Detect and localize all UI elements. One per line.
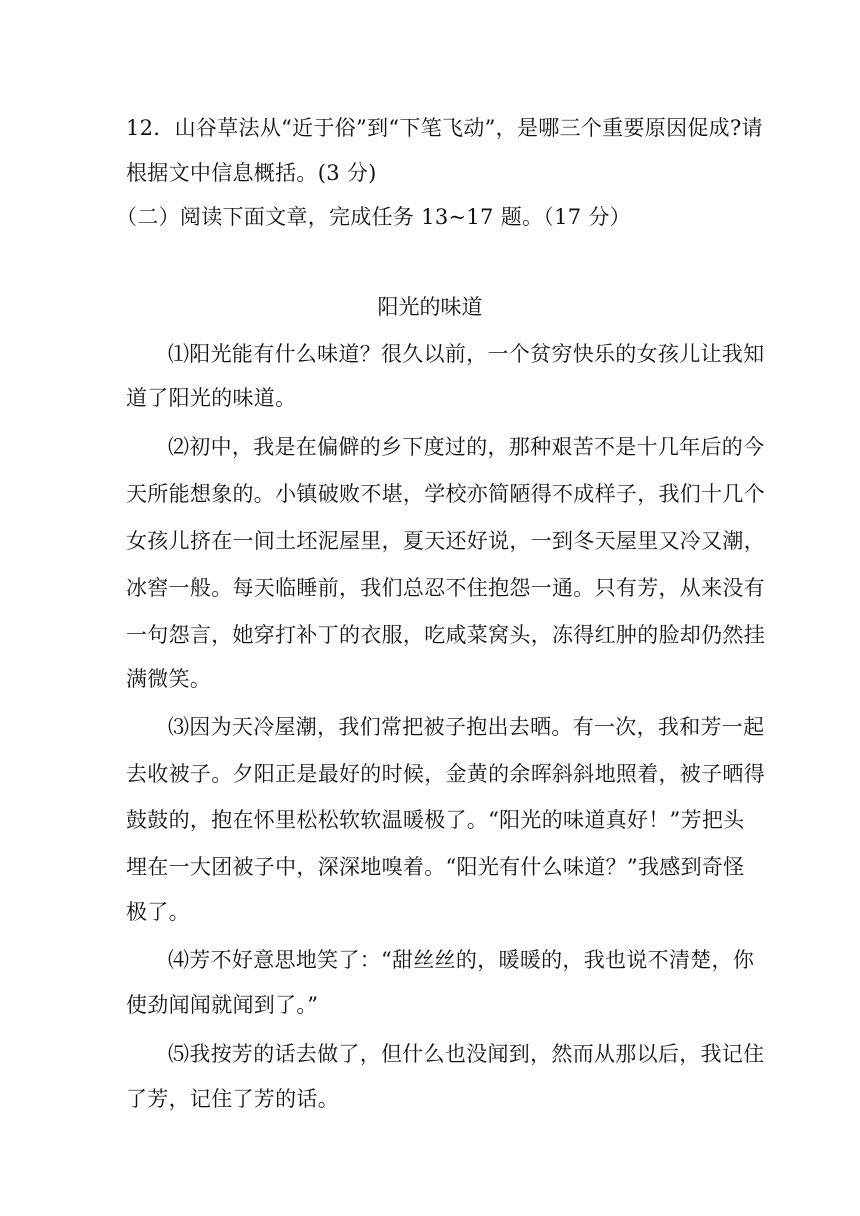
paragraph-3-line-1: ⑶因为天冷屋潮，我们常把被子抱出去晒。有一次，我和芳一起 (168, 715, 765, 739)
article-title: 阳光的味道 (377, 295, 483, 319)
paragraph-2-line-3: 女孩儿挤在一间土坯泥屋里，夏天还好说，一到冬天屋里又冷又潮， (126, 529, 765, 553)
question-12-line-2: 根据文中信息概括。(3 分) (126, 161, 377, 185)
paragraph-2-line-6: 满微笑。 (126, 667, 212, 691)
paragraph-4-line-2: 使劲闻闻就闻到了。” (126, 993, 319, 1017)
paragraph-3-line-3: 鼓鼓的，抱在怀里松松软软温暖极了。“阳光的味道真好！”芳把头 (126, 808, 745, 832)
paragraph-3-line-5: 极了。 (126, 900, 190, 924)
paragraph-3-line-4: 埋在一大团被子中，深深地嗅着。“阳光有什么味道？”我感到奇怪 (126, 855, 745, 879)
paragraph-4-line-1: ⑷芳不好意思地笑了：“甜丝丝的，暖暖的，我也说不清楚，你 (168, 948, 755, 972)
paragraph-3-line-2: 去收被子。夕阳正是最好的时候，金黄的余晖斜斜地照着，被子晒得 (126, 762, 765, 786)
paragraph-2-line-4: 冰窖一般。每天临睡前，我们总忍不住抱怨一通。只有芳，从来没有 (126, 576, 765, 600)
paragraph-1-line-1: ⑴阳光能有什么味道？很久以前，一个贫穷快乐的女孩儿让我知 (168, 342, 765, 366)
paragraph-2-line-1: ⑵初中，我是在偏僻的乡下度过的，那种艰苦不是十几年后的今 (168, 435, 765, 459)
paragraph-2-line-5: 一句怨言，她穿打补丁的衣服，吃咸菜窝头，冻得红肿的脸却仍然挂 (126, 623, 765, 647)
paragraph-2-line-2: 天所能想象的。小镇破败不堪，学校亦简陋得不成样子，我们十几个 (126, 482, 765, 506)
section-heading: （二）阅读下面文章，完成任务 13~17 题。（17 分） (116, 205, 631, 229)
question-12-line-1: 12．山谷草法从“近于俗”到“下笔飞动”，是哪三个重要原因促成?请 (126, 116, 763, 140)
paragraph-5-line-2: 了芳，记住了芳的话。 (126, 1087, 339, 1111)
paragraph-5-line-1: ⑸我按芳的话去做了，但什么也没闻到，然而从那以后，我记住 (168, 1042, 765, 1066)
paragraph-1-line-2: 道了阳光的味道。 (126, 386, 297, 410)
